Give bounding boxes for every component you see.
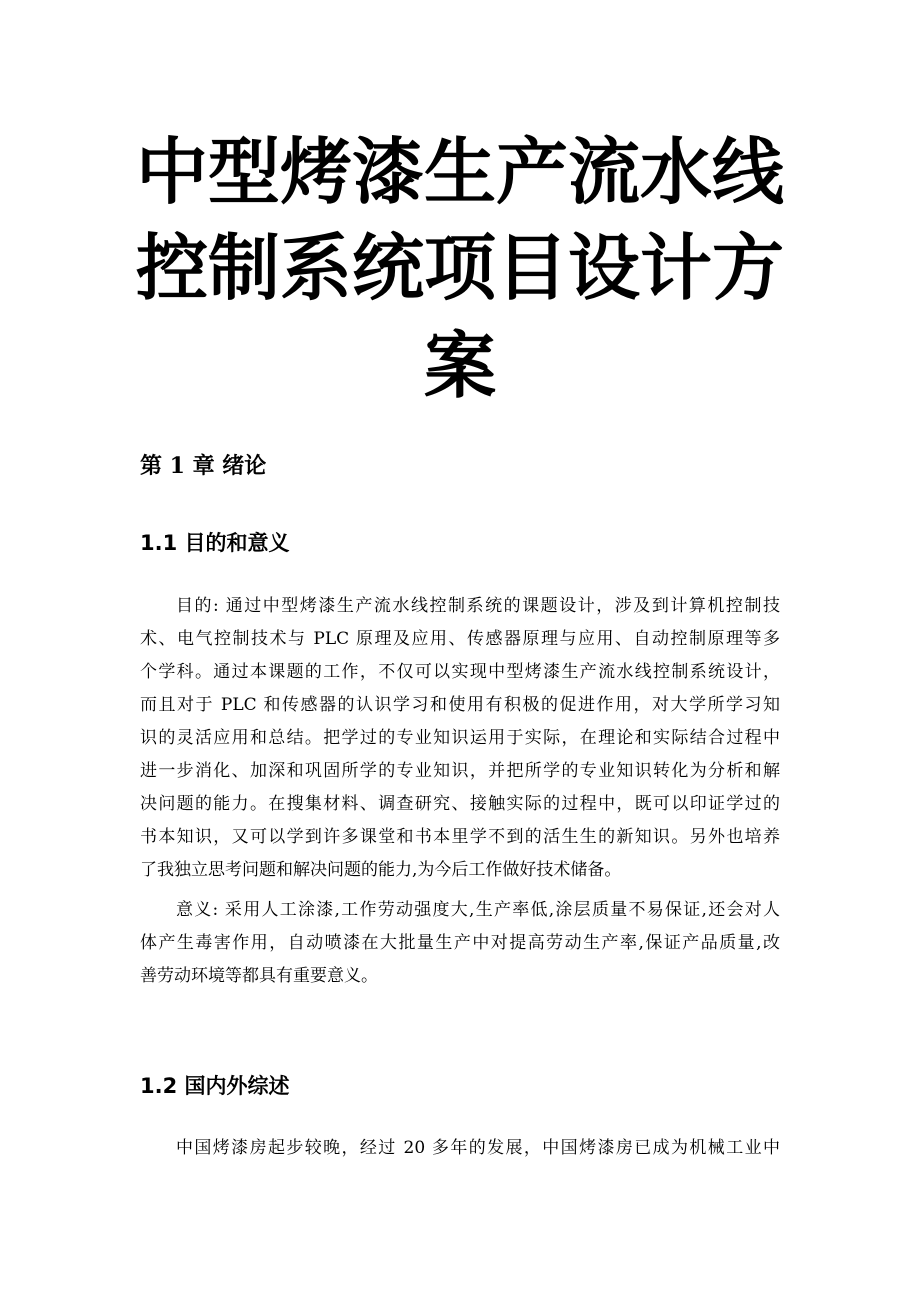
overview-line: 中国烤漆房起步较晚，经过 20 多年的发展，中国烤漆房已成为机械工业中 [176, 1138, 780, 1158]
purpose-line: 识的灵活应用和总结。把学过的专业知识运用于实际，在理论和实际结合过程中 [140, 728, 780, 748]
section-heading-1-1: 1.1 目的和意义 [140, 531, 290, 555]
purpose-line: 决问题的能力。在搜集材料、调查研究、接触实际的过程中，既可以印证学过的 [140, 794, 780, 814]
purpose-line: 个学科。通过本课题的工作，不仅可以实现中型烤漆生产流水线控制系统设计， [140, 662, 780, 682]
document-title-line-1: 中型烤漆生产流水线 [135, 130, 784, 214]
document-title-line-3: 案 [423, 324, 496, 408]
purpose-line: 书本知识，又可以学到许多课堂和书本里学不到的活生生的新知识。另外也培养 [140, 827, 780, 847]
significance-line: 善劳动环境等都具有重要意义。 [140, 966, 378, 986]
purpose-line: 目的: 通过中型烤漆生产流水线控制系统的课题设计，涉及到计算机控制技 [176, 596, 780, 616]
document-title-line-2: 控制系统项目设计方 [135, 226, 784, 310]
purpose-line: 术、电气控制技术与 PLC 原理及应用、传感器原理与应用、自动控制原理等多 [140, 629, 780, 649]
significance-line: 意义: 采用人工涂漆,工作劳动强度大,生产率低,涂层质量不易保证,还会对人 [176, 900, 780, 920]
purpose-line: 进一步消化、加深和巩固所学的专业知识，并把所学的专业知识转化为分析和解 [140, 761, 780, 781]
chapter-heading: 第 1 章 绪论 [140, 453, 267, 479]
significance-line: 体产生毒害作用，自动喷漆在大批量生产中对提高劳动生产率,保证产品质量,改 [140, 933, 780, 953]
purpose-line: 而且对于 PLC 和传感器的认识学习和使用有积极的促进作用，对大学所学习知 [140, 695, 780, 715]
section-heading-1-2: 1.2 国内外综述 [140, 1074, 290, 1098]
purpose-line: 了我独立思考问题和解决问题的能力,为今后工作做好技术储备。 [140, 860, 622, 880]
